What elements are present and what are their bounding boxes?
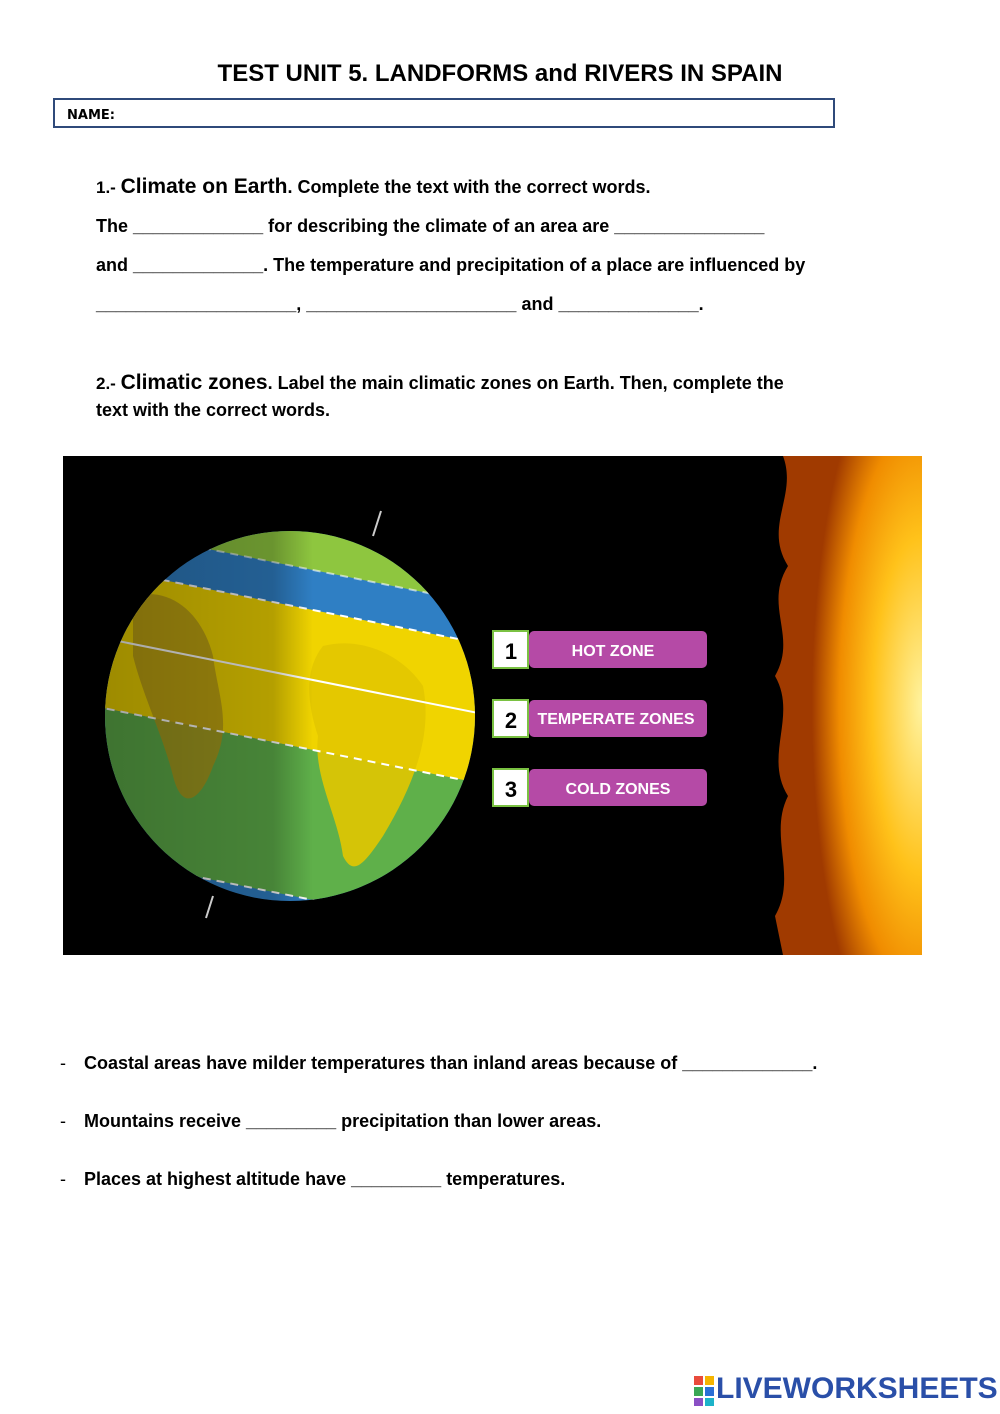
q2-number: 2.- <box>96 374 121 393</box>
zone-label-2-text: TEMPERATE ZONES <box>537 711 695 728</box>
bullet-text-3: Places at highest altitude have _________ temperatures. <box>84 1169 566 1189</box>
earth-globe-icon <box>93 511 493 936</box>
q1-text-line2: and _____________. The temperature and precipitation of a place are influenced by <box>96 255 806 275</box>
name-field[interactable] <box>53 98 835 128</box>
q1-number: 1.- <box>96 178 121 197</box>
bullet-item: - Mountains receive _________ precipitation than lower areas. <box>60 1111 602 1131</box>
zone-label-2 <box>493 700 707 737</box>
zone-label-1 <box>493 631 707 668</box>
zone-label-1-number: 1 <box>504 639 518 664</box>
bullet-text-2: Mountains receive _________ precipitation than lower areas. <box>84 1111 602 1131</box>
q1-heading <box>96 175 651 199</box>
bullet-item: - Places at highest altitude have _________ temperatures. <box>60 1169 566 1189</box>
q1-title: Climate on Earth <box>120 175 288 198</box>
q1-instruction: . Complete the text with the correct words. <box>287 177 651 197</box>
bullet-text-1: Coastal areas have milder temperatures than inland areas because of _____________. <box>84 1053 818 1073</box>
liveworksheets-logo-text[interactable]: LIVEWORKSHEETS <box>716 1372 998 1405</box>
zone-label-1-text: HOT ZONE <box>571 643 655 660</box>
zone-label-3-number: 3 <box>504 777 518 802</box>
bullet-item: - Coastal areas have milder temperatures than inland areas because of _____________. <box>60 1053 818 1073</box>
page-title: TEST UNIT 5. LANDFORMS and RIVERS IN SPAIN <box>217 60 783 87</box>
zone-label-3 <box>493 769 707 806</box>
q2-heading <box>96 371 784 395</box>
zone-label-2-number: 2 <box>504 708 518 733</box>
q1-text-line1: The _____________ for describing the climate of an area are _______________ <box>96 216 765 236</box>
liveworksheets-logo-icon <box>694 1376 714 1406</box>
q1-text-line3: ____________________, _____________________ and ______________. <box>96 294 704 314</box>
climatic-zones-figure <box>63 456 922 955</box>
zone-label-3-text: COLD ZONES <box>565 781 671 798</box>
sun-icon <box>775 456 922 955</box>
q2-instruction-line2: text with the correct words. <box>96 400 331 420</box>
q2-instruction: . Label the main climatic zones on Earth. Then, complete the <box>267 373 784 393</box>
q2-title: Climatic zones <box>120 371 268 394</box>
name-label: NAME: <box>67 108 115 123</box>
